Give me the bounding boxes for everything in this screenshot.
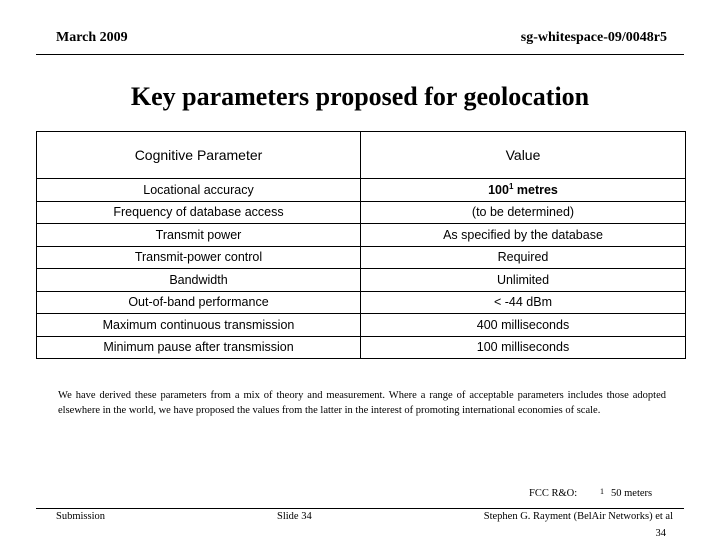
page-number: 34 <box>655 528 666 539</box>
param-cell: Minimum pause after transmission <box>37 336 361 359</box>
param-cell: Locational accuracy <box>37 179 361 202</box>
table-row <box>37 246 686 269</box>
footnote-source: FCC R&O: <box>529 488 578 499</box>
value-cell: Required <box>361 246 686 269</box>
value-cell: Unlimited <box>361 269 686 292</box>
value-cell <box>361 179 686 202</box>
table-header-row <box>37 132 686 179</box>
param-cell: Maximum continuous transmission <box>37 314 361 337</box>
table-row <box>37 201 686 224</box>
column-header-value: Value <box>361 132 686 179</box>
footnote-text: 50 meters <box>611 488 653 499</box>
header-divider <box>36 54 684 55</box>
footnote-number: 1 <box>600 487 604 496</box>
table-row <box>37 291 686 314</box>
value-cell: 400 milliseconds <box>361 314 686 337</box>
value-cell: (to be determined) <box>361 201 686 224</box>
footer-divider <box>36 508 684 509</box>
footer-author: Stephen G. Rayment (BelAir Networks) et al <box>483 511 673 522</box>
column-header-parameter: Cognitive Parameter <box>37 132 361 179</box>
param-cell: Transmit-power control <box>37 246 361 269</box>
value-text: 100 <box>488 183 509 198</box>
table-row <box>37 269 686 292</box>
table-row <box>37 224 686 247</box>
explanatory-note: We have derived these parameters from a mix of theory and measurement. Where a range of acceptable parameters includes those adopted elsewhere in the world, we have proposed the values from the latter in the interest of promoting international economies of scale. <box>58 390 666 416</box>
param-cell: Out-of-band performance <box>37 291 361 314</box>
parameters-table <box>36 131 686 359</box>
page-title: Key parameters proposed for geolocation <box>130 82 590 111</box>
footer-slide-number: Slide 34 <box>277 511 312 522</box>
table-row <box>37 314 686 337</box>
footer-submission: Submission <box>56 511 106 522</box>
param-cell: Bandwidth <box>37 269 361 292</box>
value-unit: metres <box>513 183 558 198</box>
value-cell: As specified by the database <box>361 224 686 247</box>
footnote-marker: 1 <box>508 182 514 192</box>
table-row <box>37 179 686 202</box>
param-cell: Transmit power <box>37 224 361 247</box>
param-cell: Frequency of database access <box>37 201 361 224</box>
value-cell: < -44 dBm <box>361 291 686 314</box>
value-cell: 100 milliseconds <box>361 336 686 359</box>
table-row <box>37 336 686 359</box>
footnote <box>529 487 653 499</box>
header-date: March 2009 <box>56 30 128 45</box>
header-doc-id: sg-whitespace-09/0048r5 <box>520 30 667 45</box>
